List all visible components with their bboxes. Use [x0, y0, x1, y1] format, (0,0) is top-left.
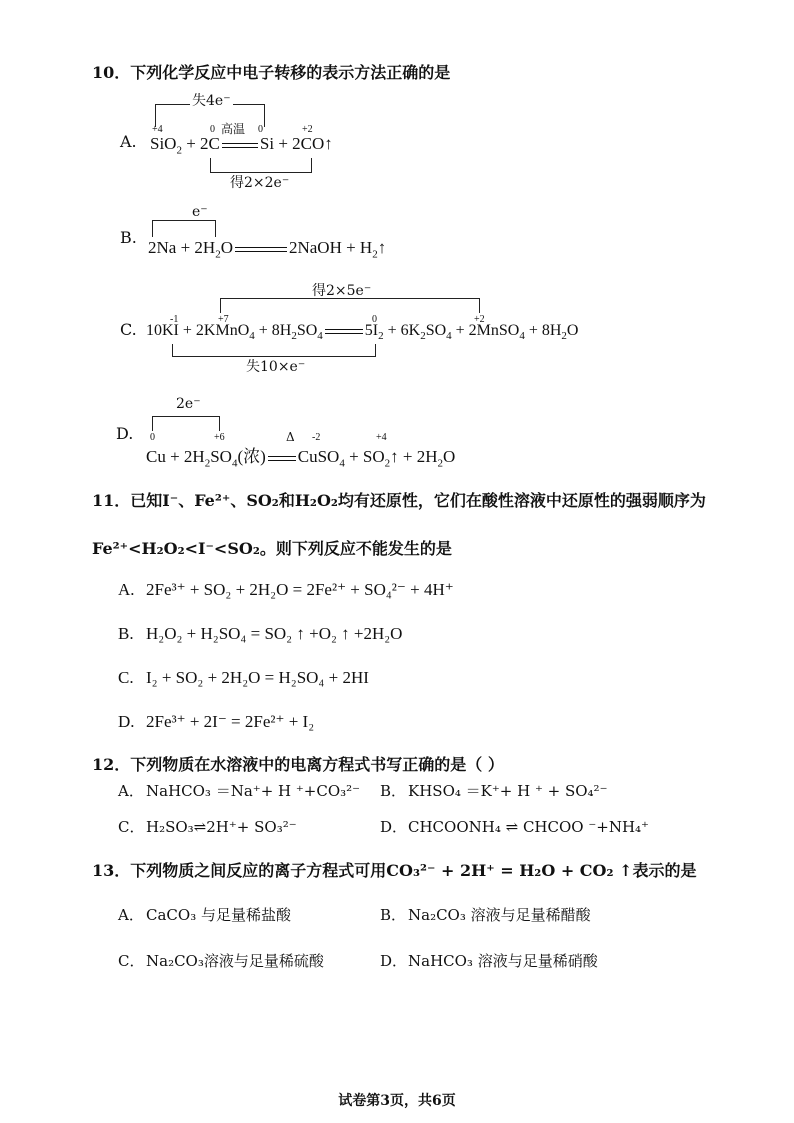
- q12-option-d: [380, 816, 649, 837]
- option-label: D.: [118, 712, 135, 731]
- q11-stem-line1: 11．已知I⁻、Fe²⁺、SO₂和H₂O₂均有还原性，它们在酸性溶液中还原性的强弱顺序为: [92, 491, 706, 510]
- option-label: B．: [380, 782, 407, 800]
- ox-state: +2: [474, 314, 485, 325]
- option-text: 2Fe³⁺ + SO₂ + 2H₂O = 2Fe²⁺ + SO₄²⁻ + 4H⁺: [146, 580, 454, 599]
- q10-a-bottom-bracket: [210, 158, 312, 173]
- ox-state: 0: [210, 124, 215, 135]
- q13-option-a: [118, 904, 291, 925]
- option-text: CHCOONH₄ ⇌ CHCOO ⁻+NH₄⁺: [408, 818, 649, 836]
- option-text: H₂SO₃⇌2H⁺+ SO₃²⁻: [146, 818, 297, 836]
- option-text: NaHCO₃ ＝Na⁺+ H ⁺+CO₃²⁻: [146, 782, 361, 800]
- q10-c-equation: 10KI + 2KMnO$_4$ + $8H_2SO_4$ $5I_2 + 6K_2SO_4$ + 2MnSO$_4$ + $8H_2O$: [146, 322, 579, 343]
- q13-option-d: [380, 950, 598, 971]
- q10-b-equation: $2Na + 2H_2O$ 2NaOH + $H_2↑$: [148, 238, 387, 261]
- ox-state: +6: [214, 432, 225, 443]
- option-text: KHSO₄ ＝K⁺+ H ⁺ + SO₄²⁻: [408, 782, 608, 800]
- q12-stem: 12．下列物质在水溶液中的电离方程式书写正确的是（ ）: [92, 755, 504, 774]
- q10-c-bottom-label: 失10×e⁻: [246, 359, 306, 375]
- q10-b-top-label: e⁻: [192, 204, 208, 220]
- option-label: A．: [118, 906, 144, 924]
- ox-state: +4: [152, 124, 163, 135]
- option-text: Na₂CO₃溶液与足量稀硫酸: [146, 952, 324, 970]
- ox-state: 0: [150, 432, 155, 443]
- q10-d-equation: $Cu + 2H_2SO_4$(浓) CuSO$_4$ + $SO_2↑ + 2H_2O$: [146, 447, 456, 470]
- q11-option-c: [118, 668, 369, 688]
- option-label: A.: [118, 580, 135, 599]
- option-label: C．: [118, 818, 145, 836]
- q11-option-b: [118, 624, 402, 644]
- q10-c-top-label: 得2×5e⁻: [312, 283, 372, 299]
- q12-option-a: [118, 780, 360, 801]
- ox-state: +2: [302, 124, 313, 135]
- option-label: B.: [118, 624, 134, 643]
- option-text: CaCO₃ 与足量稀盐酸: [146, 906, 291, 924]
- option-label: B．: [380, 906, 407, 924]
- q13-option-b: [380, 904, 591, 925]
- ox-state: 0: [372, 314, 377, 325]
- q10-d-label: D.: [116, 424, 134, 443]
- q11-stem-line2: Fe²⁺<H₂O₂<I⁻<SO₂。则下列反应不能发生的是: [92, 539, 452, 558]
- q10-a-equation: SiO$_2$ + 2C Si + 2CO↑: [150, 134, 333, 157]
- q10-c-label: C.: [120, 320, 137, 339]
- q10-a-label: A.: [120, 132, 137, 151]
- option-text: Na₂CO₃ 溶液与足量稀醋酸: [408, 906, 591, 924]
- q12-option-c: [118, 816, 297, 837]
- option-text: 2Fe³⁺ + 2I⁻ = 2Fe²⁺ + I₂: [146, 712, 315, 731]
- option-label: A．: [118, 782, 144, 800]
- ox-state: 0: [258, 124, 263, 135]
- option-label: D．: [380, 952, 408, 970]
- page-footer: 试卷第3页，共6页: [338, 1093, 456, 1109]
- option-text: H₂O₂ + H₂SO₄ = SO₂ ↑ +O₂ ↑ +2H₂O: [146, 624, 403, 643]
- option-text: NaHCO₃ 溶液与足量稀硝酸: [408, 952, 598, 970]
- ox-state: -1: [170, 314, 179, 325]
- q10-a-top-label: 失4e⁻: [190, 90, 233, 110]
- q10-b-label: B.: [120, 228, 137, 247]
- q10-d-condition: Δ: [286, 430, 295, 444]
- q12-option-b: [380, 780, 608, 801]
- q10-d-top-bracket: [152, 416, 220, 431]
- ox-state: +4: [376, 432, 387, 443]
- q10-d-top-label: 2e⁻: [176, 396, 201, 412]
- q10-b-top-bracket: [152, 220, 216, 237]
- option-label: C.: [118, 668, 134, 687]
- q10-c-top-bracket: [220, 298, 480, 313]
- option-label: C．: [118, 952, 145, 970]
- q13-option-c: [118, 950, 324, 971]
- q11-option-d: [118, 712, 314, 732]
- q10-stem: 10．下列化学反应中电子转移的表示方法正确的是: [92, 63, 451, 82]
- option-label: D．: [380, 818, 408, 836]
- q11-option-a: [118, 580, 454, 600]
- q13-stem: 13．下列物质之间反应的离子方程式可用CO₃²⁻ + 2H⁺ = H₂O + CO₂ ↑表示的是: [92, 861, 697, 880]
- ox-state: -2: [312, 432, 321, 443]
- option-text: I₂ + SO₂ + 2H₂O = H₂SO₄ + 2HI: [146, 668, 369, 687]
- ox-state: +7: [218, 314, 229, 325]
- q10-a-bottom-label: 得2×2e⁻: [230, 175, 290, 191]
- q10-a-condition: 高温: [221, 122, 246, 136]
